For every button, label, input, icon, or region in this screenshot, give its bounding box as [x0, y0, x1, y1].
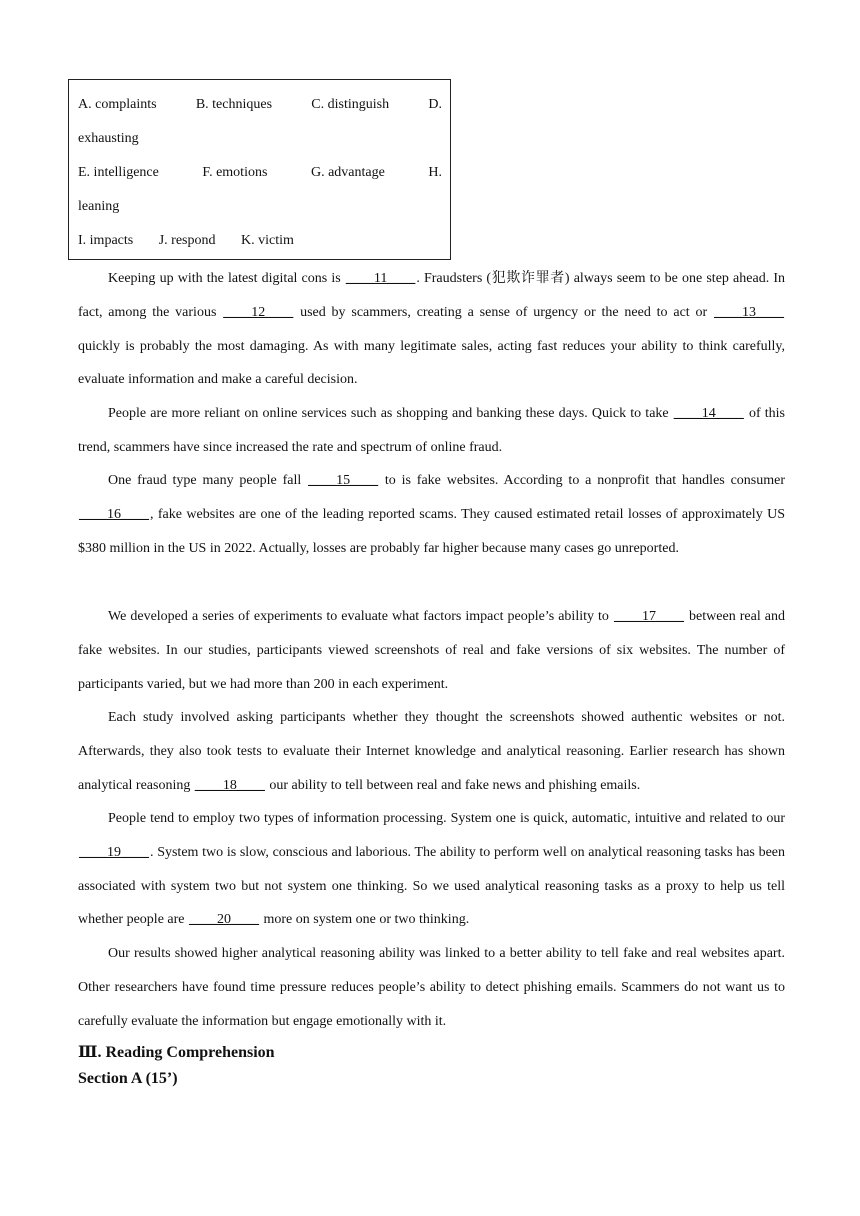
text-run: Each study involved asking participants whether they thought the screenshots showed authentic websites or not. Afterwards, they also took tests to evaluate their Internet knowledge and analytical reasoning. Earlier research has shown analytical reasoning	[78, 710, 785, 793]
text-run: We developed a series of experiments to evaluate what factors impact people’s ability to	[108, 609, 613, 624]
paragraph-7	[78, 937, 785, 1038]
blank-13[interactable]: ____13____	[714, 304, 785, 320]
text-run: more on system one or two thinking.	[260, 912, 470, 928]
word-option: E. intelligence	[78, 165, 159, 180]
paragraph-1	[78, 262, 785, 397]
text-run: quickly is probably the most damaging. As with many legitimate sales, acting fast reduces your ability to think carefully, evaluate information and make a careful decision.	[78, 338, 785, 388]
word-option: C. distinguish	[311, 97, 390, 112]
paragraph-2	[78, 397, 785, 465]
paragraph-4	[78, 600, 785, 701]
section-heading: Ⅲ. Reading Comprehension	[78, 1044, 275, 1061]
word-option: D.	[428, 97, 442, 112]
word-option-wrap: exhausting	[78, 131, 139, 146]
word-option: K. victim	[241, 233, 294, 248]
word-bank-row	[78, 96, 442, 114]
word-option-wrap: leaning	[78, 199, 120, 214]
blank-14[interactable]: ____14____	[673, 406, 744, 421]
word-option: A. complaints	[78, 97, 157, 112]
text-run: People tend to employ two types of information processing. System one is quick, automatic, intuitive and related to our	[108, 811, 785, 826]
text-run: Keeping up with the latest digital cons is	[108, 271, 345, 286]
paragraph-6	[78, 802, 785, 937]
blank-20[interactable]: ____20____	[189, 912, 259, 928]
text-run: to is fake websites. According to a nonprofit that handles consumer	[379, 473, 785, 488]
text-run: One fraud type many people fall	[108, 473, 308, 488]
word-option: F. emotions	[202, 165, 268, 180]
word-option: B. techniques	[195, 97, 273, 112]
blank-15[interactable]: ____15____	[308, 473, 379, 488]
word-bank-box	[68, 79, 451, 260]
blank-16[interactable]: ____16____	[79, 506, 149, 522]
blank-17[interactable]: ____17____	[614, 609, 684, 624]
text-run: . Fraudsters (犯欺诈罪者) always seem to be one step ahead. In fact, among the various	[78, 271, 785, 320]
word-option: J. respond	[158, 233, 216, 248]
blank-11[interactable]: ____11____	[345, 271, 416, 286]
text-run: of this trend, scammers have since increased the rate and spectrum of online fraud.	[78, 406, 785, 455]
text-run: , fake websites are one of the leading reported scams. They caused estimated retail losses of approximately US $380 million in the US in 2022. Actually, losses are probably far higher because many cases go unreported.	[78, 506, 785, 556]
paragraph-3	[78, 464, 785, 565]
word-bank-row	[78, 164, 442, 182]
word-option: I. impacts	[78, 233, 134, 248]
blank-18[interactable]: ____18____	[194, 777, 265, 793]
paragraph-5	[78, 701, 785, 802]
text-run: between real and fake websites. In our studies, participants viewed screenshots of real and fake versions of six websites. The number of participants varied, but we had more than 200 in each experiment.	[78, 609, 785, 692]
word-bank-row	[78, 232, 442, 250]
text-run: used by scammers, creating a sense of urgency or the need to act or	[294, 304, 714, 320]
subsection-heading: Section A (15’)	[78, 1070, 178, 1087]
text-run: Our results showed higher analytical reasoning ability was linked to a better ability to tell fake and real websites apart. Other researchers have found time pressure reduces people’s ability to detect phishing emails. Scammers do not want us to carefully evaluate the information but engage emotionally with it.	[78, 946, 785, 1029]
word-option: H.	[428, 165, 442, 180]
blank-12[interactable]: ____12____	[223, 304, 294, 320]
word-option: G. advantage	[310, 165, 385, 180]
text-run: People are more reliant on online services such as shopping and banking these days. Quick to take	[108, 406, 673, 421]
text-run: . System two is slow, conscious and laborious. The ability to perform well on analytical reasoning tasks has been associated with system two but not system one thinking. So we used analytical reasoning tasks as a proxy to help us tell whether people are	[78, 844, 785, 928]
blank-19[interactable]: ____19____	[79, 844, 149, 860]
text-run: our ability to tell between real and fake news and phishing emails.	[265, 777, 641, 793]
